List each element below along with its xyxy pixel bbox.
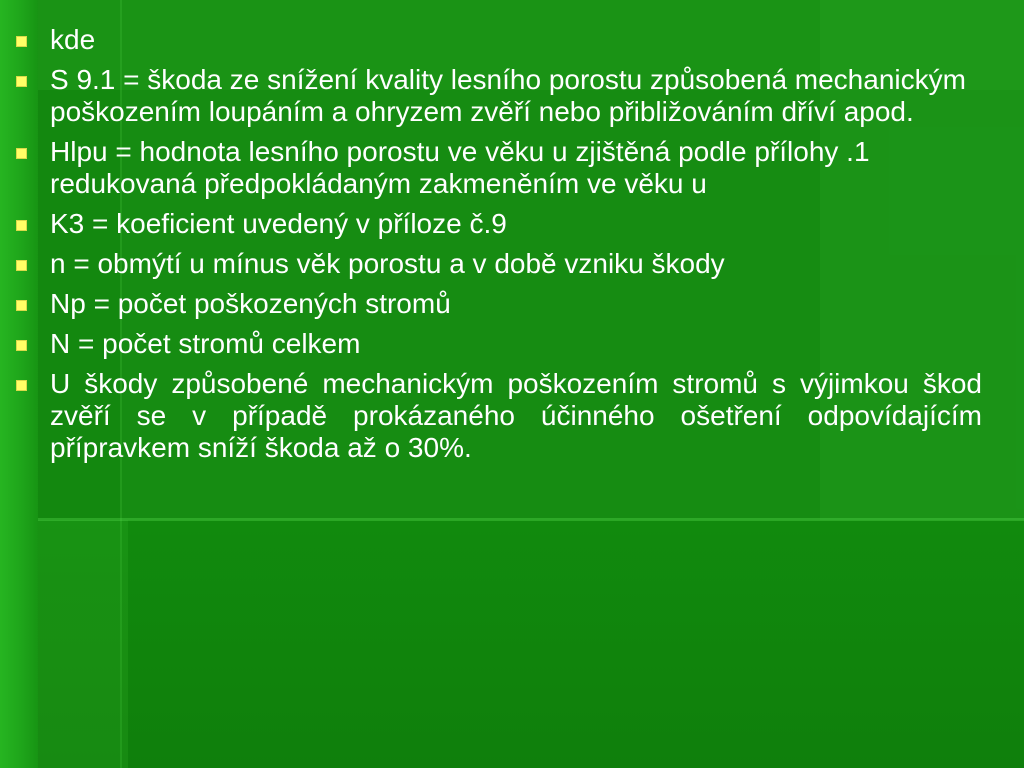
square-bullet-icon — [16, 36, 27, 47]
bullet-text: kde — [50, 24, 96, 55]
square-bullet-icon — [16, 76, 27, 87]
square-bullet-icon — [16, 260, 27, 271]
bullet-item-mechanical-damage — [14, 368, 982, 464]
bullet-text: n = obmýtí u mínus věk porostu a v době vzniku škody — [50, 248, 725, 279]
bullet-item-hlpu — [14, 136, 982, 200]
bullet-item-n-obmyti — [14, 248, 982, 280]
bullet-text: S 9.1 = škoda ze snížení kvality lesního porostu způsobená mechanickým poškozením loupáním a ohryzem zvěří nebo přibližováním dříví apod. — [50, 64, 966, 127]
bullet-text: Np = počet poškozených stromů — [50, 288, 451, 319]
bullet-item-kde — [14, 24, 982, 56]
bullet-text: U škody způsobené mechanickým poškozením stromů s výjimkou škod zvěří se v případě prokázaného účinného ošetření odpovídajícím přípravkem sníží škoda až o 30%. — [50, 368, 982, 463]
square-bullet-icon — [16, 380, 27, 391]
bullet-item-k3 — [14, 208, 982, 240]
background-left-accent — [38, 520, 128, 768]
bullet-item-n-celkem — [14, 328, 982, 360]
square-bullet-icon — [16, 300, 27, 311]
background-horizontal-line — [38, 518, 1024, 521]
square-bullet-icon — [16, 340, 27, 351]
bullet-item-np — [14, 288, 982, 320]
square-bullet-icon — [16, 220, 27, 231]
bullet-item-s91 — [14, 64, 982, 128]
bullet-text: K3 = koeficient uvedený v příloze č.9 — [50, 208, 507, 239]
square-bullet-icon — [16, 148, 27, 159]
background-bottom — [38, 520, 1024, 768]
bullet-text: Hlpu = hodnota lesního porostu ve věku u zjištěná podle přílohy .1 redukovaná předpokládaným zakmeněním ve věku u — [50, 136, 870, 199]
bullet-list — [14, 24, 982, 472]
bullet-text: N = počet stromů celkem — [50, 328, 361, 359]
